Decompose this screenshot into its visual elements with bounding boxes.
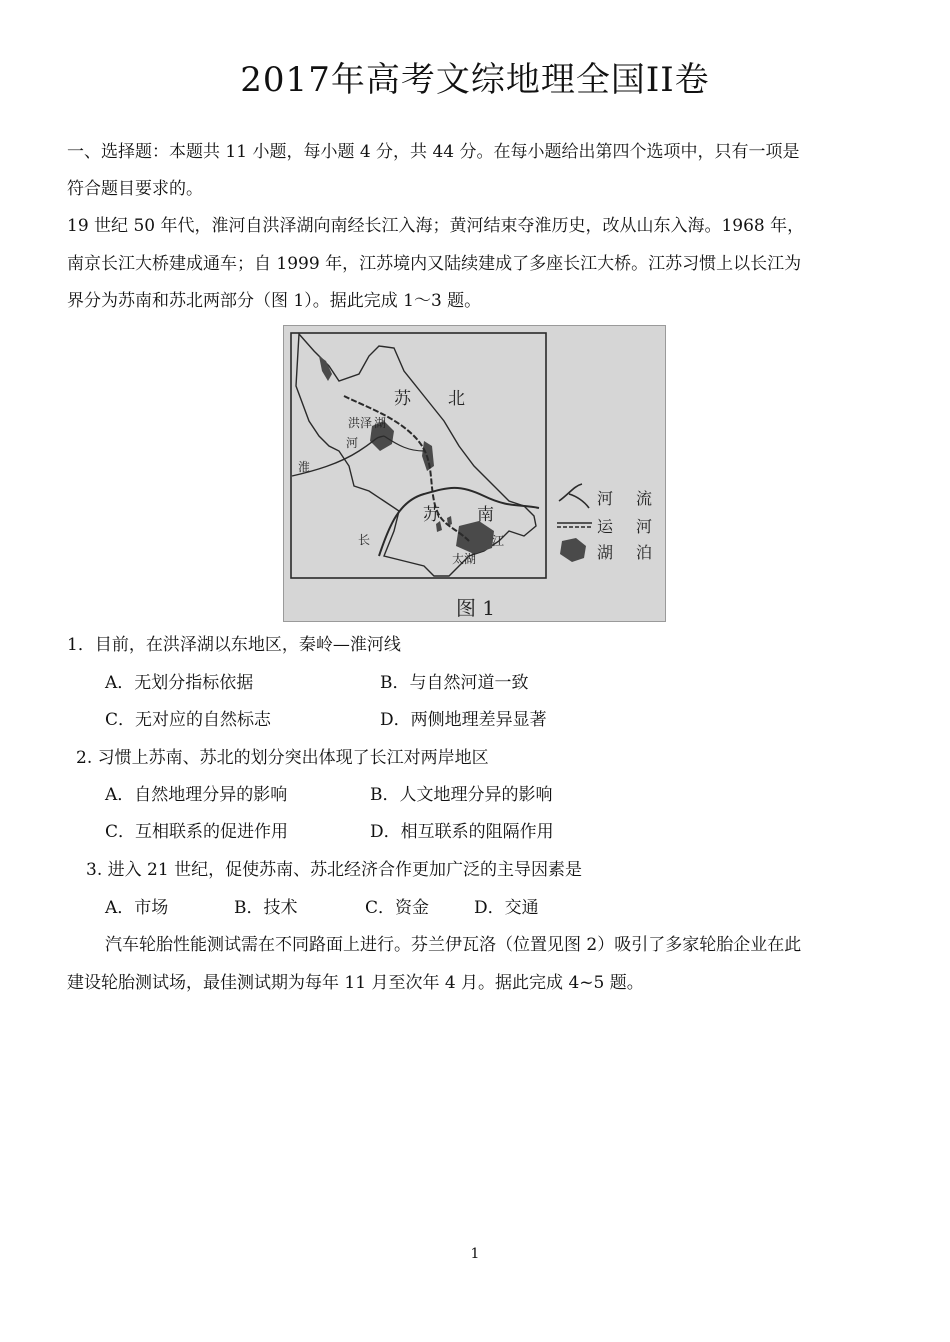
- legend-river-col1: 河: [597, 489, 614, 508]
- question-1-option-d: D．两侧地理差异显著: [380, 710, 547, 730]
- legend-canal-col1: 运: [597, 517, 614, 536]
- map-label-bei: 北: [448, 389, 465, 409]
- map-label-taihu: 太湖: [452, 552, 477, 566]
- passage1-line3: 界分为苏南和苏北两部分（图 1）。据此完成 1～3 题。: [67, 291, 482, 311]
- lake-gaoyou: [422, 441, 434, 471]
- legend-lake-symbol: [560, 538, 586, 562]
- map-label-su2: 苏: [423, 505, 440, 525]
- legend-lake-col2: 泊: [636, 543, 653, 562]
- question-3-stem: 3. 进入 21 世纪，促使苏南、苏北经济合作更加广泛的主导因素是: [86, 860, 583, 880]
- question-2-option-b: B．人文地理分异的影响: [370, 785, 553, 805]
- question-2-option-d: D．相互联系的阻隔作用: [370, 822, 554, 842]
- question-3-option-d: D．交通: [474, 898, 539, 918]
- map-label-hongze1: 洪泽: [348, 416, 373, 430]
- map-label-nan: 南: [477, 505, 494, 525]
- map-label-huai: 淮: [298, 460, 311, 474]
- map-label-he: 河: [346, 436, 359, 450]
- passage1-line1: 19 世纪 50 年代，淮河自洪泽湖向南经长江入海；黄河结束夺淮历史，改从山东入海。1968 年，: [67, 216, 805, 236]
- map-label-jiang: 江: [492, 534, 505, 548]
- page-title: 2017年高考文综地理全国II卷: [240, 60, 710, 100]
- question-2-stem: 2. 习惯上苏南、苏北的划分突出体现了长江对两岸地区: [76, 748, 489, 768]
- question-1-option-c: C．无对应的自然标志: [105, 710, 272, 730]
- figure1-caption: 图 1: [455, 596, 496, 620]
- question-3-option-b: B．技术: [234, 898, 298, 918]
- section-header-line1: 一、选择题：本题共 11 小题，每小题 4 分，共 44 分。在每小题给出第四个选项中，只有一项是: [67, 142, 800, 162]
- legend-river-symbol: [559, 484, 589, 508]
- map-label-hongze2: 湖: [374, 416, 387, 430]
- question-2-option-a: A．自然地理分异的影响: [105, 785, 288, 805]
- figure1-map: [283, 325, 666, 622]
- jiangsu-map-graphic: [284, 326, 666, 622]
- question-3-option-a: A．市场: [105, 898, 169, 918]
- passage1-line2: 南京长江大桥建成通车；自 1999 年，江苏境内又陆续建成了多座长江大桥。江苏习惯上以长江为: [67, 254, 802, 274]
- legend-canal-col2: 河: [636, 517, 653, 536]
- page-number: 1: [470, 1246, 480, 1262]
- section-header-line2: 符合题目要求的。: [67, 179, 203, 199]
- legend-lake-col1: 湖: [597, 543, 614, 562]
- legend-river-col2: 流: [636, 489, 653, 508]
- question-2-option-c: C．互相联系的促进作用: [105, 822, 289, 842]
- map-label-chang: 长: [358, 533, 371, 547]
- question-3-option-c: C．资金: [365, 898, 430, 918]
- question-1-option-a: A．无划分指标依据: [105, 673, 254, 693]
- passage2-line2: 建设轮胎测试场，最佳测试期为每年 11 月至次年 4 月。据此完成 4~5 题。: [67, 973, 644, 993]
- map-label-su: 苏: [394, 389, 411, 409]
- question-1-stem: 1．目前，在洪泽湖以东地区，秦岭—淮河线: [67, 635, 401, 655]
- passage2-line1: 汽车轮胎性能测试需在不同路面上进行。芬兰伊瓦洛（位置见图 2）吸引了多家轮胎企业在此: [105, 935, 802, 955]
- question-1-option-b: B．与自然河道一致: [380, 673, 529, 693]
